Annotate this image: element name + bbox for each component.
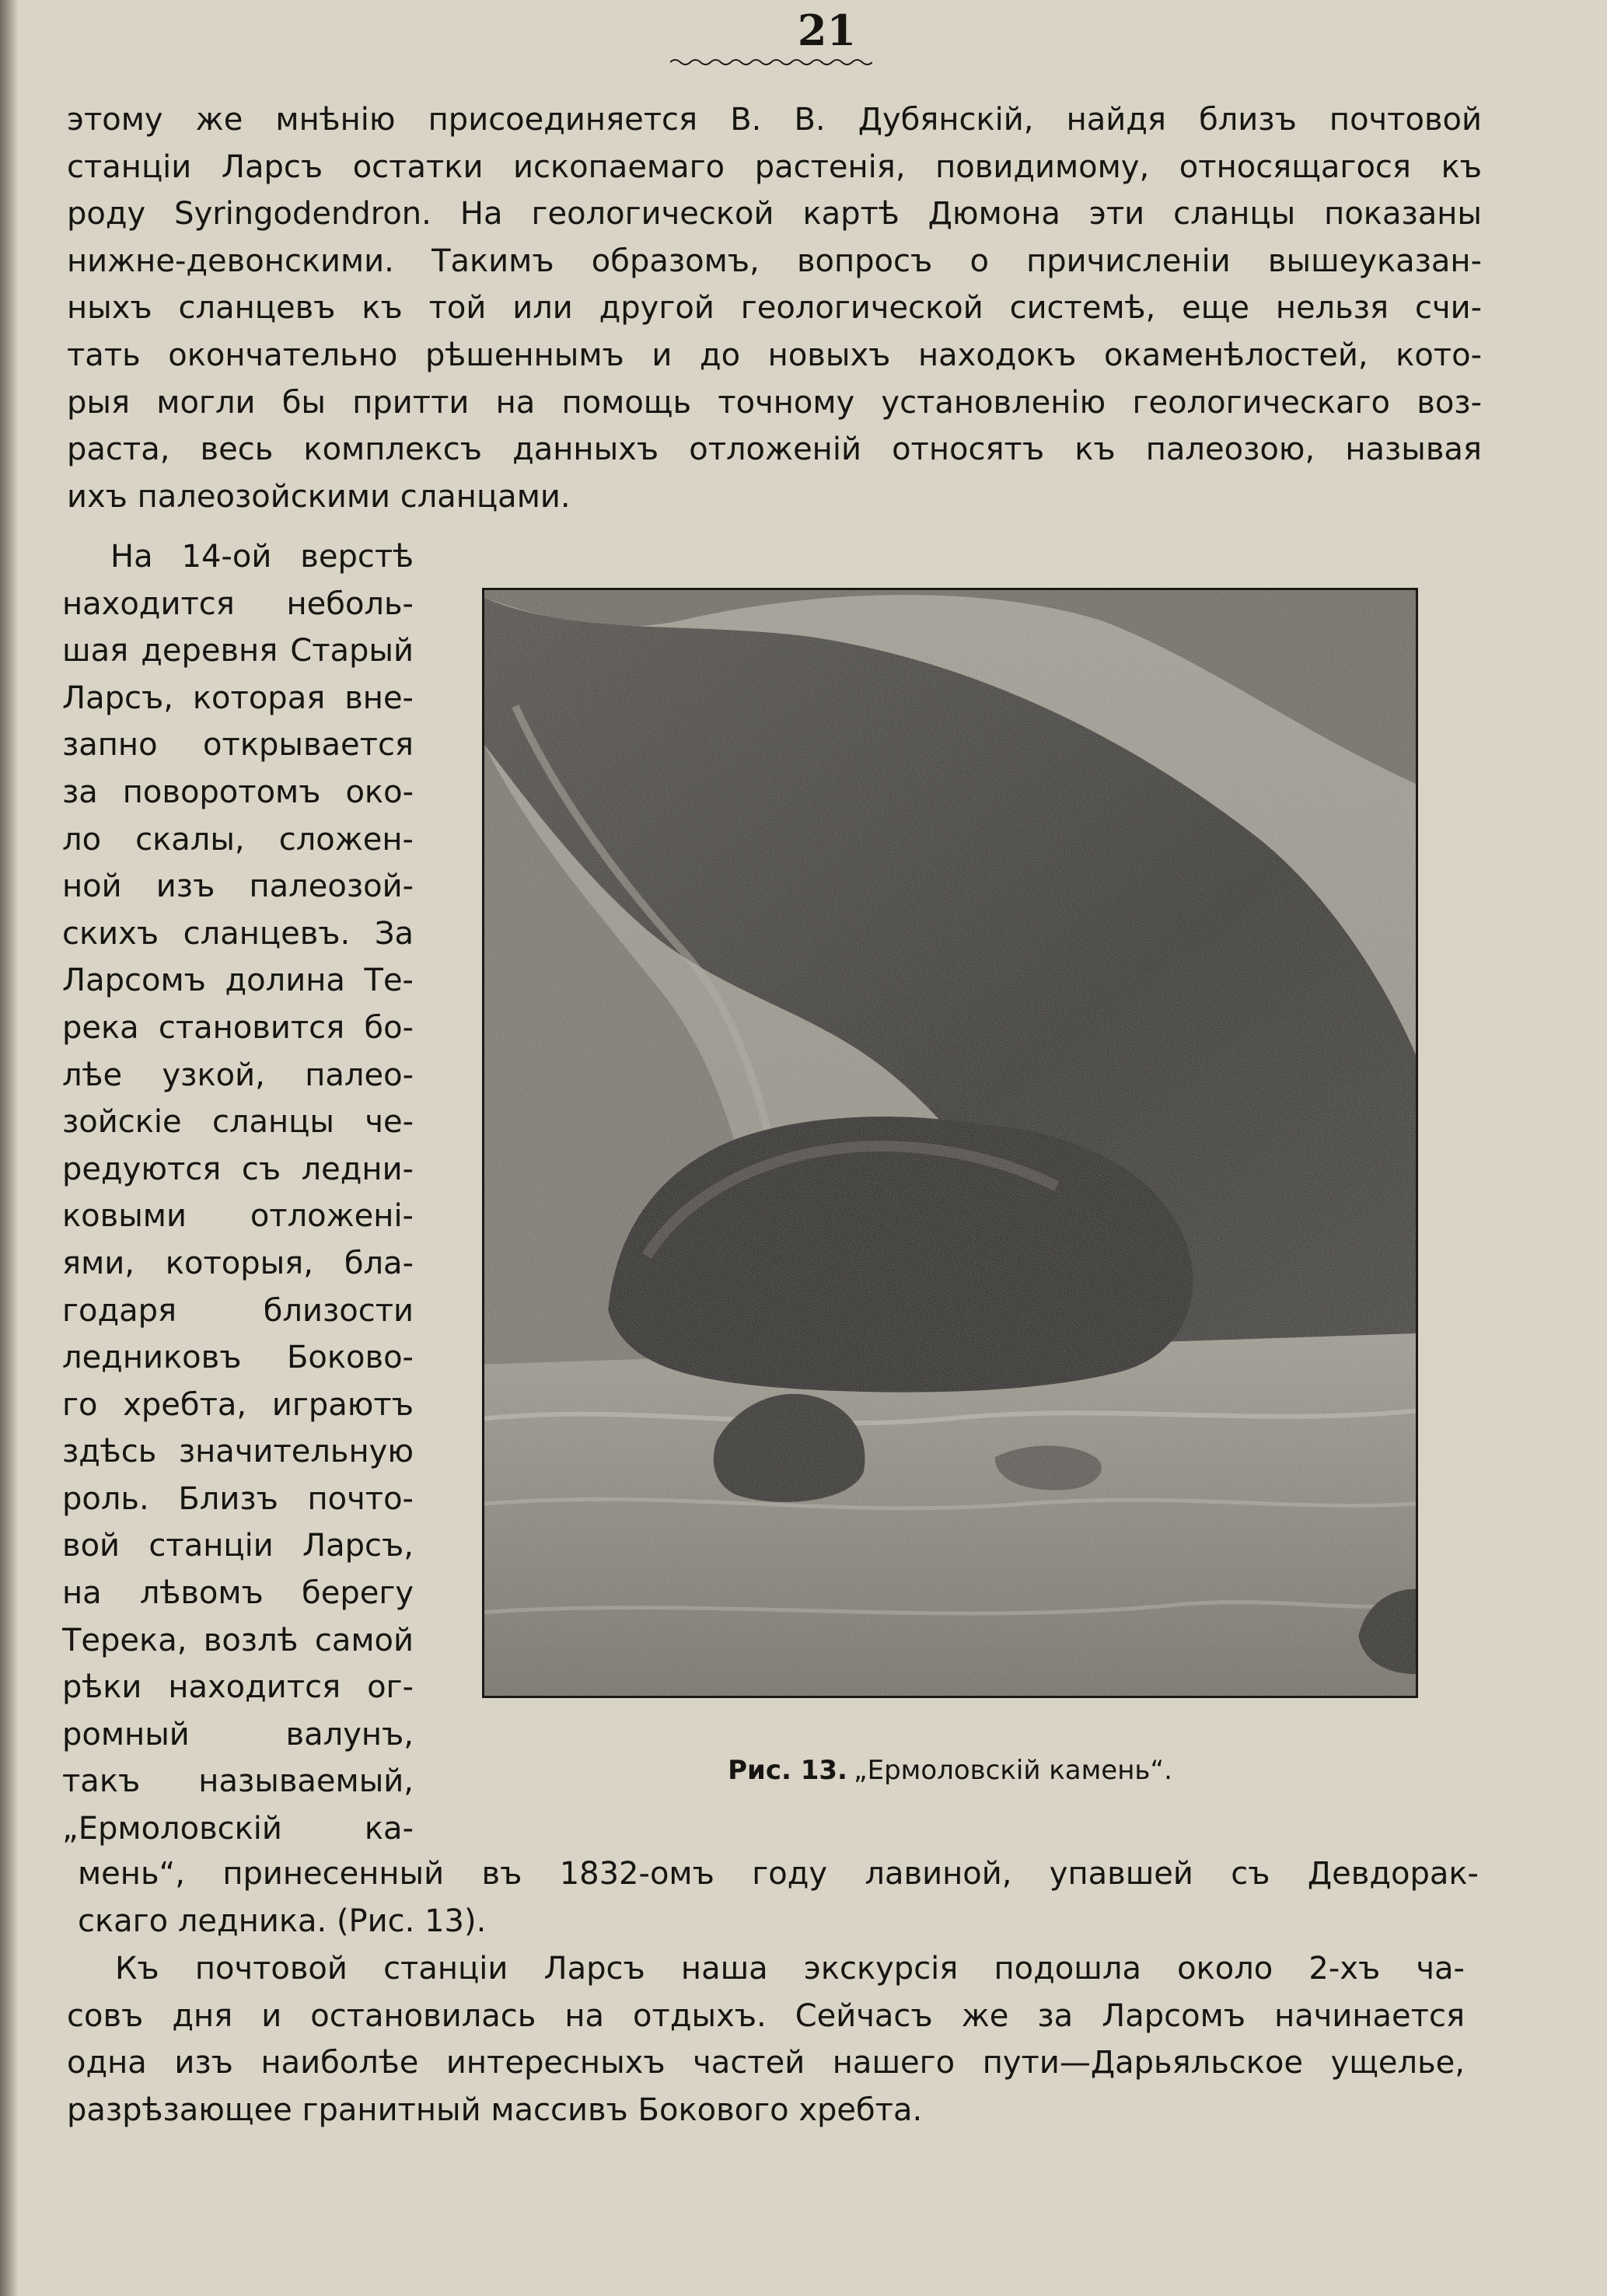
text-line: разрѣзающее гранитный массивъ Бокового хребта. bbox=[67, 2092, 923, 2128]
text-line: На 14-ой верстѣ bbox=[110, 539, 414, 575]
text-line: Къ почтовой станціи Ларсъ наша экскурсія подошла около 2-хъ ча- bbox=[115, 1951, 1465, 1987]
text-line: ныхъ сланцевъ къ той или другой геологической системѣ, еще нельзя счи- bbox=[67, 290, 1482, 327]
text-line: годаря близости bbox=[62, 1292, 414, 1329]
text-line: роду Syringodendron. На геологической картѣ Дюмона эти сланцы показаны bbox=[67, 196, 1482, 232]
figure-caption-text: „Ермоловскій камень“. bbox=[853, 1755, 1172, 1786]
text-line: вой станціи Ларсъ, bbox=[62, 1528, 414, 1564]
figure-label: Рис. 13. bbox=[728, 1755, 847, 1786]
text-line: зойскіе сланцы че- bbox=[62, 1104, 414, 1141]
paragraph-2-continuation bbox=[78, 1850, 1479, 1945]
paragraph-2-narrow-column bbox=[62, 533, 414, 1853]
paragraph-3 bbox=[67, 1945, 1465, 2133]
text-line: нижне-девонскими. Такимъ образомъ, вопросъ о причисленіи вышеуказан- bbox=[67, 243, 1482, 279]
figure-caption bbox=[482, 1751, 1418, 1790]
figure-13-photo bbox=[482, 588, 1418, 1698]
text-line: тать окончательно рѣшеннымъ и до новыхъ находокъ окаменѣлостей, кото- bbox=[67, 337, 1482, 373]
text-line: запно открывается bbox=[62, 727, 414, 764]
text-line: ной изъ палеозой- bbox=[62, 868, 414, 905]
text-line: рѣки находится ог- bbox=[62, 1669, 414, 1706]
text-line: редуются съ ледни- bbox=[62, 1151, 414, 1187]
text-line: ло скалы, сложен- bbox=[62, 821, 414, 858]
text-line: ковыми отложені- bbox=[62, 1198, 414, 1235]
text-line: станціи Ларсъ остатки ископаемаго растенія, повидимому, относящагося къ bbox=[67, 149, 1482, 185]
text-line: рыя могли бы притти на помощь точному установленію геологическаго воз- bbox=[67, 384, 1482, 421]
text-line: шая деревня Старый bbox=[62, 633, 414, 669]
text-line: одна изъ наиболѣе интересныхъ частей нашего пути—Дарьяльское ущелье, bbox=[67, 2045, 1465, 2081]
text-line: лѣе узкой, палео- bbox=[62, 1057, 414, 1093]
text-line: этому же мнѣнію присоединяется В. В. Дубянскій, найдя близъ почтовой bbox=[67, 102, 1482, 138]
boulder-photo-illustration bbox=[484, 590, 1416, 1696]
text-line: „Ермоловскій ка- bbox=[62, 1811, 414, 1847]
wavy-rule-ornament bbox=[670, 56, 872, 68]
text-line: раста, весь комплексъ данныхъ отложеній относятъ къ палеозою, называя bbox=[67, 432, 1482, 468]
text-line: мень“, принесенный въ 1832-омъ году лавиной, упавшей съ Девдорак- bbox=[78, 1856, 1479, 1892]
text-line: совъ дня и остановилась на отдыхъ. Сейчасъ же за Ларсомъ начинается bbox=[67, 1997, 1465, 2034]
text-line: ледниковъ Боково- bbox=[62, 1340, 414, 1376]
text-line: го хребта, играютъ bbox=[62, 1386, 414, 1423]
paragraph-1 bbox=[67, 96, 1482, 520]
page-edge-shadow bbox=[0, 0, 19, 2296]
text-line: ихъ палеозойскими сланцами. bbox=[67, 478, 571, 515]
text-line: такъ называемый, bbox=[62, 1763, 414, 1800]
text-line: река становится бо- bbox=[62, 1009, 414, 1046]
text-line: здѣсь значительную bbox=[62, 1434, 414, 1470]
text-line: ромный валунъ, bbox=[62, 1716, 414, 1753]
text-line: скихъ сланцевъ. За bbox=[62, 915, 414, 952]
text-line: Ларсъ, которая вне- bbox=[62, 680, 414, 716]
text-line: Ларсомъ долина Те- bbox=[62, 963, 414, 999]
page-number: 21 bbox=[797, 5, 857, 55]
text-line: на лѣвомъ берегу bbox=[62, 1575, 414, 1612]
text-line: скаго ледника. (Рис. 13). bbox=[78, 1903, 487, 1939]
text-line: роль. Близъ почто- bbox=[62, 1480, 414, 1517]
text-line: за поворотомъ око- bbox=[62, 774, 414, 810]
text-line: находится неболь- bbox=[62, 585, 414, 622]
text-line: Терека, возлѣ самой bbox=[62, 1622, 414, 1658]
text-line: ями, которыя, бла- bbox=[62, 1245, 414, 1281]
